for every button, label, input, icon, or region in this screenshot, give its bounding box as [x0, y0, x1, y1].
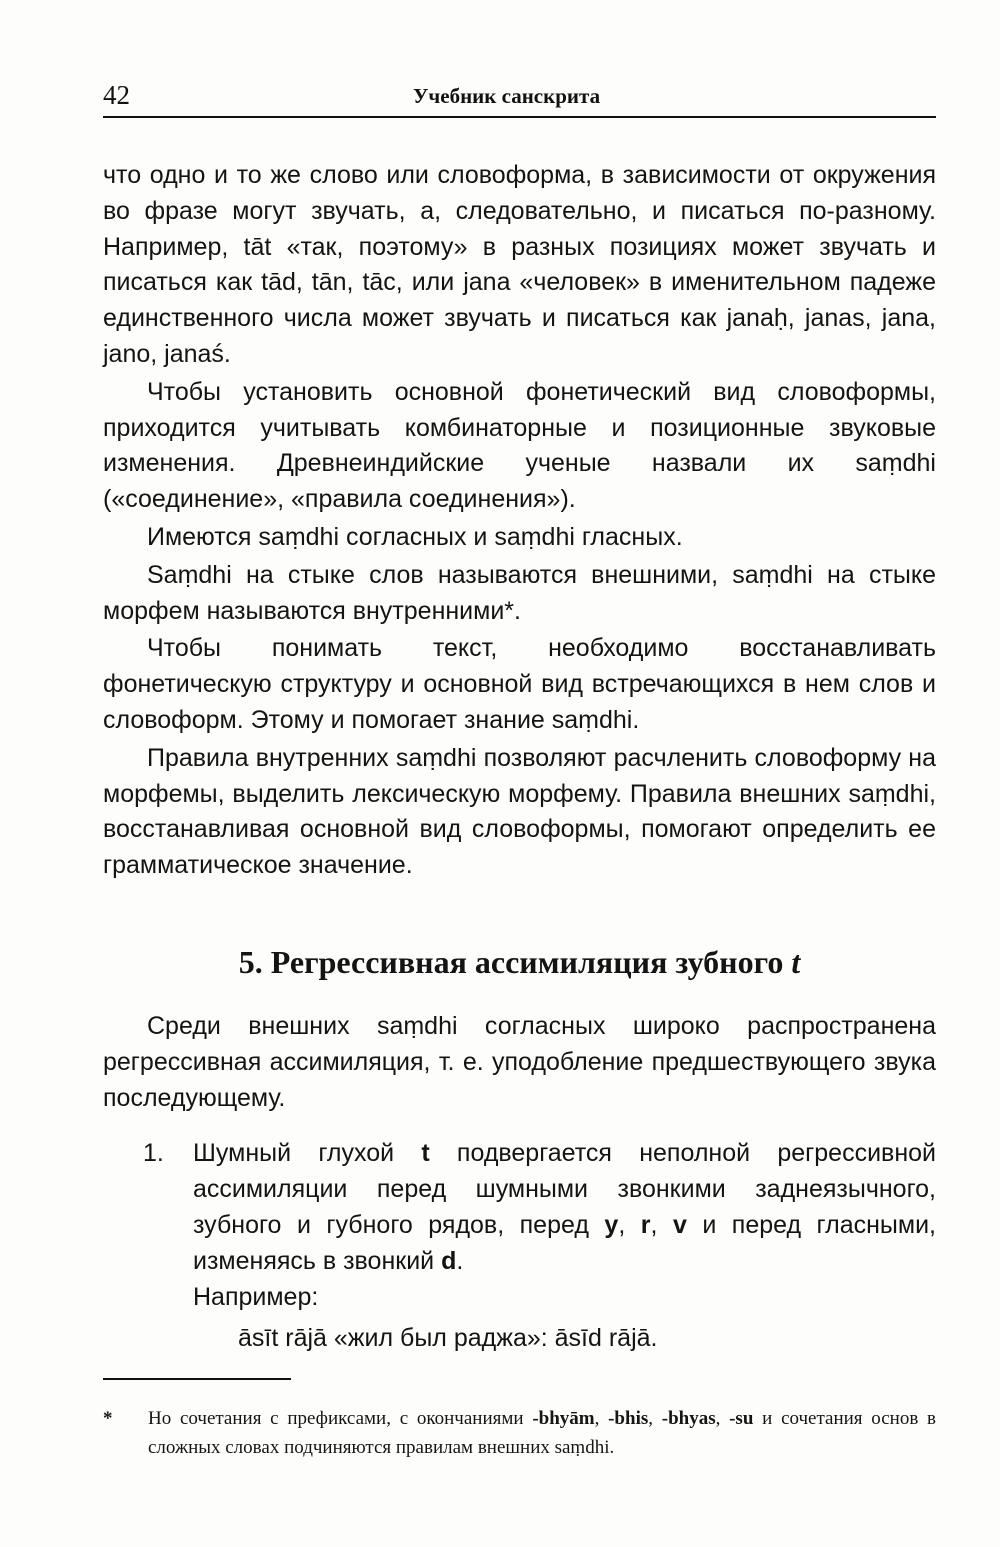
rule-sound-v: v	[672, 1210, 687, 1239]
footnote-marker: *	[103, 1408, 113, 1429]
rule-sound-y: y	[604, 1210, 619, 1239]
ending-su: -su	[729, 1408, 754, 1429]
rule-list-item	[143, 1136, 936, 1315]
example-label: Например:	[193, 1282, 319, 1311]
main-text	[103, 158, 936, 1357]
paragraph-6: Правила внутренних saṃdhi позволяют расчленить словоформу на морфемы, выделить лексическую морфему. Правила внешних saṃdhi, восстанавливая основной вид словоформы, помогают определить ее грамматическое значение.	[103, 743, 936, 880]
example-line: āsīt rājā «жил был раджа»: āsīd rājā.	[238, 1324, 658, 1353]
footnote-text-part: Но сочетания с префиксами, с окончаниями	[148, 1408, 524, 1429]
paragraph-5: Чтобы понимать текст, необходимо восстанавливать фонетическую структуру и основной вид встречающихся в нем слов и словоформ. Этому и помогает знание saṃdhi.	[103, 634, 936, 734]
ending-bhyas: -bhyas	[661, 1408, 716, 1429]
footnote	[103, 1404, 936, 1462]
footnote-text: Но сочетания с префиксами, с окончаниями -bhyām, -bhis, -bhyas, -su и сочетания основ в сложных словах подчиняются правилам внешних saṃdhi.	[148, 1408, 937, 1458]
footnote-text-part: и сочетания основ в сложных словах подчиняются правилам внешних saṃdhi.	[148, 1408, 937, 1458]
section-heading	[103, 942, 936, 982]
running-title: Учебник санскрита	[413, 84, 601, 108]
rule-text: и перед гласными, изменяясь в звонкий	[193, 1210, 936, 1275]
section-heading-text: 5. Регрессивная ассимиляция зубного	[238, 943, 784, 980]
section-heading-letter: t	[791, 943, 801, 980]
ending-bhyam: -bhyām	[532, 1408, 595, 1429]
period: .	[456, 1246, 464, 1275]
section-intro: Среди внешних saṃdhi согласных широко распространена регрессивная ассимиляция, т. е. уподобление предшествующего звука последующему.	[103, 1011, 936, 1112]
paragraph-1: что одно и то же слово или словоформа, в зависимости от окружения во фразе могут звучать, а, следовательно, и писаться по-разному. Например, tāt «так, поэтому» в разных позициях может звучать и писаться как tād, tān, tāc, или jana «человек» в именительном падеже единственного числа может звучать и писаться как janaḥ, janas, jana, jano, janaś.	[103, 161, 936, 368]
comma: ,	[650, 1210, 658, 1239]
list-number: 1.	[143, 1139, 164, 1168]
rule-sound-d: d	[441, 1246, 457, 1275]
paragraph-3: Имеются saṃdhi согласных и saṃdhi гласных.	[147, 522, 683, 551]
rule-sound-t: t	[421, 1139, 430, 1168]
running-header	[103, 78, 936, 118]
paragraph-2: Чтобы установить основной фонетический вид словоформы, приходится учитывать комбинаторные и позиционные звуковые изменения. Древнеиндийские ученые назвали их saṃdhi («соединение», «правила соединения»).	[103, 377, 936, 514]
footnote-divider	[103, 1378, 291, 1380]
rule-text: Шумный глухой	[193, 1139, 395, 1168]
paragraph-4: Saṃdhi на стыке слов называются внешними, saṃdhi на стыке морфем называются внутренними*.	[103, 560, 936, 625]
ending-bhis: -bhis	[608, 1408, 649, 1429]
rule-sound-r: r	[640, 1210, 651, 1239]
page-number: 42	[103, 80, 130, 110]
comma: ,	[618, 1210, 626, 1239]
rule-text: подвергается неполной регрессивной ассимиляции перед шумными звонкими заднеязычного, зубного и губного рядов, перед	[193, 1139, 936, 1239]
